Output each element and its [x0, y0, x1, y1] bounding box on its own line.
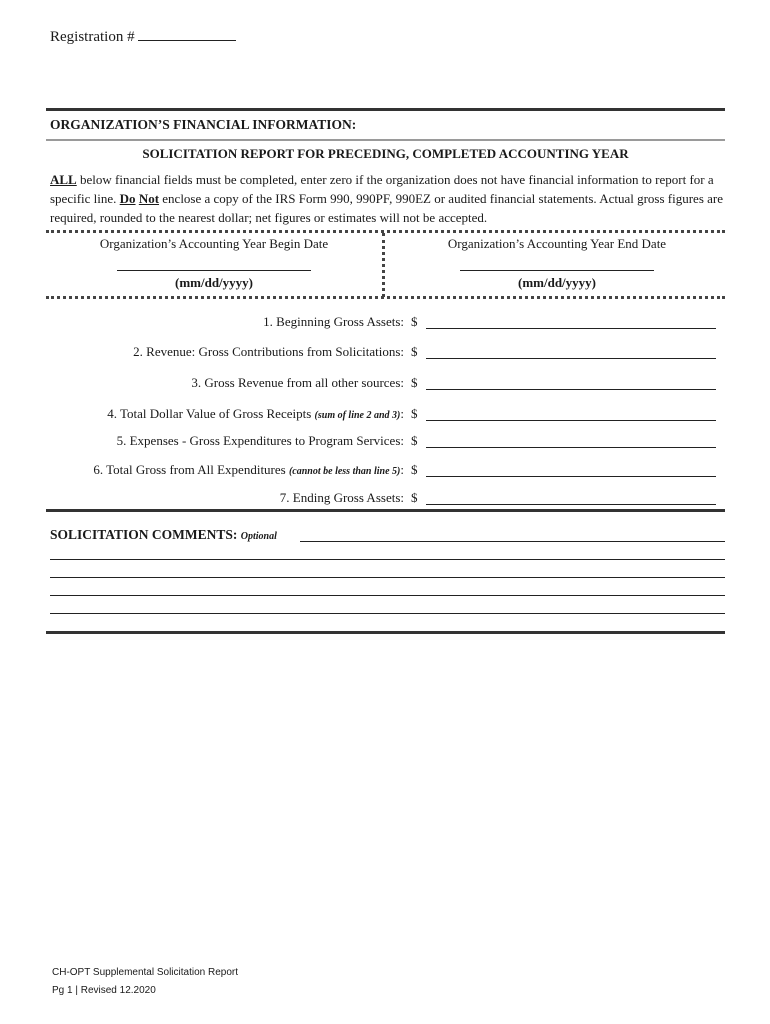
dates-divider [382, 233, 385, 297]
comment-line[interactable] [50, 613, 725, 614]
footer-page-info: Pg 1 | Revised 12.2020 [52, 985, 156, 996]
comments-heading [50, 527, 277, 543]
begin-date-format: (mm/dd/yyyy) [175, 275, 253, 290]
end-date-format: (mm/dd/yyyy) [518, 275, 596, 290]
dollar-sign: $ [411, 433, 418, 448]
financial-row [46, 433, 725, 453]
comments-label: SOLICITATION COMMENTS: [50, 527, 241, 542]
comments-top-rule [46, 509, 725, 512]
dollar-sign: $ [411, 375, 418, 390]
registration-number-field[interactable] [138, 26, 236, 41]
dollar-sign: $ [411, 314, 418, 329]
amount-field[interactable] [426, 328, 716, 329]
comment-line[interactable] [50, 577, 725, 578]
end-date-label: Organization’s Accounting Year End Date [447, 236, 667, 251]
financial-row [46, 314, 725, 334]
row-label: 2. Revenue: Gross Contributions from Solicitations: [133, 344, 404, 359]
row-label: 4. Total Dollar Value of Gross Receipts (sum of line 2 and 3): [107, 406, 404, 421]
comment-line[interactable] [50, 595, 725, 596]
section-title-rule [46, 139, 725, 141]
comments-optional: Optional [240, 531, 277, 542]
amount-field[interactable] [426, 447, 716, 448]
registration-line [50, 26, 236, 46]
amount-field[interactable] [426, 358, 716, 359]
instructions-paragraph [50, 170, 726, 227]
dollar-sign: $ [411, 462, 418, 477]
end-date-field[interactable] [460, 270, 654, 271]
begin-date-label: Organization’s Accounting Year Begin Date [99, 236, 329, 251]
financial-row [46, 375, 725, 395]
row-label: 7. Ending Gross Assets: [279, 490, 404, 505]
begin-date-field[interactable] [117, 270, 311, 271]
instr-part2: enclose a copy of the IRS Form 990, 990PF, 990EZ or audited financial statements. Actual gross figures are required, rounded to the nearest dollar; net figures or estimates will not be accepted. [50, 191, 724, 225]
registration-label: Registration # [50, 29, 135, 45]
section-top-rule [46, 108, 725, 111]
report-subtitle: SOLICITATION REPORT FOR PRECEDING, COMPLETED ACCOUNTING YEAR [142, 146, 629, 161]
row-label: 1. Beginning Gross Assets: [263, 314, 404, 329]
financial-row [46, 462, 725, 482]
dates-top-rule [46, 230, 725, 233]
financial-row [46, 344, 725, 364]
footer-form-name: CH-OPT Supplemental Solicitation Report [52, 967, 239, 978]
begin-date-block [46, 236, 382, 291]
instr-all: ALL [50, 172, 77, 187]
section-title: ORGANIZATION’S FINANCIAL INFORMATION: [50, 117, 357, 132]
instr-do: Do [119, 191, 136, 206]
financial-row [46, 406, 725, 426]
dollar-sign: $ [411, 406, 418, 421]
financial-row [46, 490, 725, 510]
end-date-block [389, 236, 725, 291]
amount-field[interactable] [426, 476, 716, 477]
dates-bottom-rule [46, 296, 725, 299]
comments-bottom-rule [46, 631, 725, 634]
row-label: 6. Total Gross from All Expenditures (cannot be less than line 5): [93, 462, 404, 477]
instr-part1: below financial fields must be completed, enter zero if the organization does not have financial information to report for a specific line. [50, 172, 714, 206]
comment-line[interactable] [50, 559, 725, 560]
comment-line[interactable] [300, 541, 725, 542]
amount-field[interactable] [426, 420, 716, 421]
amount-field[interactable] [426, 389, 716, 390]
dollar-sign: $ [411, 490, 418, 505]
row-label: 5. Expenses - Gross Expenditures to Program Services: [116, 433, 404, 448]
dollar-sign: $ [411, 344, 418, 359]
instr-not: Not [138, 191, 160, 206]
row-label: 3. Gross Revenue from all other sources: [191, 375, 404, 390]
amount-field[interactable] [426, 504, 716, 505]
